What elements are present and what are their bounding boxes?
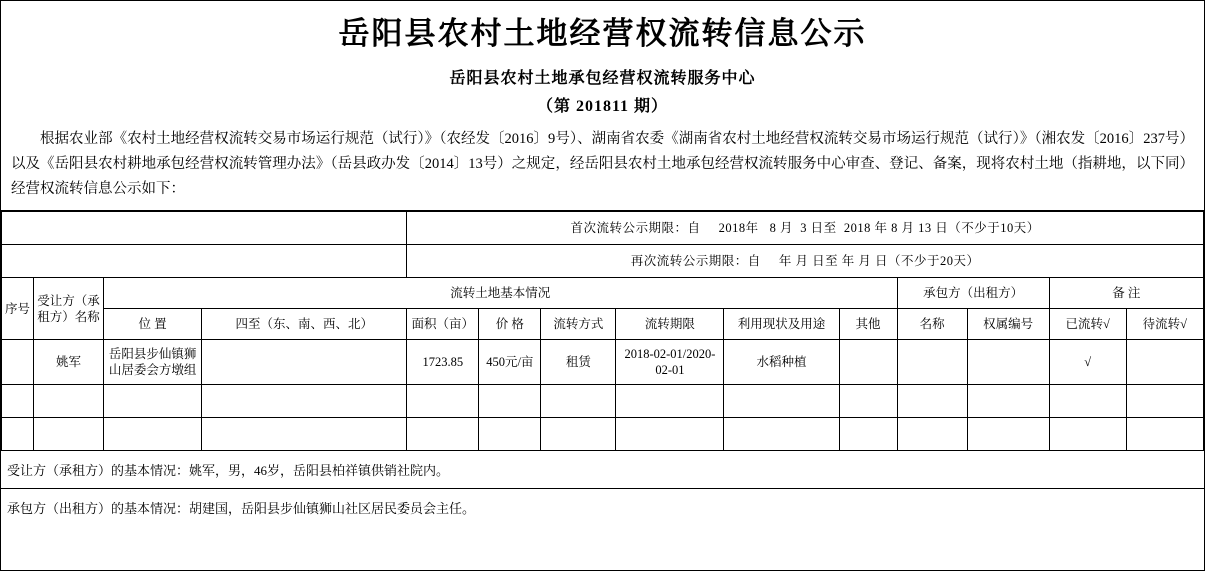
table-header-row-2 <box>2 309 1204 340</box>
intro-paragraph <box>1 121 1204 211</box>
cell-other <box>839 385 897 418</box>
cell-boundary <box>202 385 407 418</box>
cell-rights-code <box>967 340 1049 385</box>
cell-name <box>897 418 967 451</box>
first-notice-label: 首次流转公示期限：自 <box>570 221 701 235</box>
header-land-group: 流转土地基本情况 <box>104 278 898 309</box>
cell-area <box>407 385 479 418</box>
header-remark: 备 注 <box>1049 278 1203 309</box>
cell-seq <box>2 340 34 385</box>
cell-seq <box>2 385 34 418</box>
cell-usage: 水稻种植 <box>724 340 839 385</box>
header-location: 位 置 <box>104 309 202 340</box>
header-name: 名称 <box>897 309 967 340</box>
first-notice-start-month: 8 月 <box>769 221 793 235</box>
cell-rights-code <box>967 418 1049 451</box>
header-pending: 待流转√ <box>1126 309 1203 340</box>
cell-term: 2018-02-01/2020-02-01 <box>616 340 724 385</box>
notice-blank-left <box>2 212 407 245</box>
table-row <box>2 385 1204 418</box>
cell-term <box>616 385 724 418</box>
page-title: 岳阳县农村土地经营权流转信息公示 <box>338 16 867 51</box>
cell-price: 450元/亩 <box>479 340 541 385</box>
header-usage: 利用现状及用途 <box>724 309 839 340</box>
cell-mode: 租赁 <box>541 340 616 385</box>
header-boundary: 四至（东、南、西、北） <box>202 309 407 340</box>
header-seq: 序号 <box>2 278 34 340</box>
cell-transferee <box>34 385 104 418</box>
cell-seq <box>2 418 34 451</box>
first-notice-period <box>407 212 1204 245</box>
cell-name <box>897 385 967 418</box>
cell-term <box>616 418 724 451</box>
cell-mode <box>541 418 616 451</box>
first-notice-start-day: 3 日至 <box>800 221 837 235</box>
cell-usage <box>724 385 839 418</box>
notice-blank-left-2 <box>2 245 407 278</box>
cell-pending <box>1126 340 1203 385</box>
cell-location <box>104 385 202 418</box>
cell-done: √ <box>1049 340 1126 385</box>
cell-other <box>839 418 897 451</box>
header-done: 已流转√ <box>1049 309 1126 340</box>
intro-paragraph-text: 根据农业部《农村土地经营权流转交易市场运行规范（试行）》（农经发〔2016〕9号）、湖南省农委《湖南省农村土地经营权流转交易市场运行规范（试行）》（湘农发〔2016〕237号）以及《岳阳县农村耕地承包经营权流转管理办法》（岳县政办发〔2014〕13号）之规定，经岳阳县农村土地承包经营权流转服务中心审查、登记、备案，现将农村土地（指耕地，以下同）经营权流转信息公示如下： <box>11 131 1194 197</box>
transferee-info: 受让方（承租方）的基本情况：姚军，男，46岁，岳阳县柏祥镇供销社院内。 <box>1 451 1204 489</box>
contractor-info: 承包方（出租方）的基本情况：胡建国，岳阳县步仙镇狮山社区居民委员会主任。 <box>7 501 476 516</box>
cell-rights-code <box>967 385 1049 418</box>
cell-location <box>104 418 202 451</box>
cell-mode <box>541 385 616 418</box>
cell-done <box>1049 418 1126 451</box>
header-price: 价 格 <box>479 309 541 340</box>
notice-row-first <box>2 212 1204 245</box>
cell-area <box>407 418 479 451</box>
cell-location: 岳阳县步仙镇狮山居委会方墩组 <box>104 340 202 385</box>
cell-usage <box>724 418 839 451</box>
header-mode: 流转方式 <box>541 309 616 340</box>
second-notice-period <box>407 245 1204 278</box>
table-row <box>2 418 1204 451</box>
transfer-table <box>1 211 1204 451</box>
header-term: 流转期限 <box>616 309 724 340</box>
page-subtitle: 岳阳县农村土地承包经营权流转服务中心 <box>449 70 756 87</box>
header-transferee: 受让方（承租方）名称 <box>34 278 104 340</box>
cell-pending <box>1126 418 1203 451</box>
first-notice-end: 2018 年 8 月 13 日（不少于10天） <box>843 221 1040 235</box>
table-header-row-1 <box>2 278 1204 309</box>
cell-price <box>479 385 541 418</box>
cell-transferee <box>34 418 104 451</box>
table-row <box>2 340 1204 385</box>
cell-pending <box>1126 385 1203 418</box>
cell-boundary <box>202 418 407 451</box>
first-notice-start-year: 2018年 <box>718 221 759 235</box>
cell-area: 1723.85 <box>407 340 479 385</box>
cell-done <box>1049 385 1126 418</box>
cell-other <box>839 340 897 385</box>
header-other: 其他 <box>839 309 897 340</box>
second-notice-label: 再次流转公示期限：自 <box>630 254 761 268</box>
header-rights-code: 权属编号 <box>967 309 1049 340</box>
cell-boundary <box>202 340 407 385</box>
issue-number: （第 201811 期） <box>536 98 669 115</box>
cell-name <box>897 340 967 385</box>
notice-row-second <box>2 245 1204 278</box>
header-area: 面积（亩） <box>407 309 479 340</box>
header-contractor-group: 承包方（出租方） <box>897 278 1049 309</box>
cell-price <box>479 418 541 451</box>
second-notice-value: 年 月 日至 年 月 日（不少于20天） <box>778 254 980 268</box>
cell-transferee: 姚军 <box>34 340 104 385</box>
